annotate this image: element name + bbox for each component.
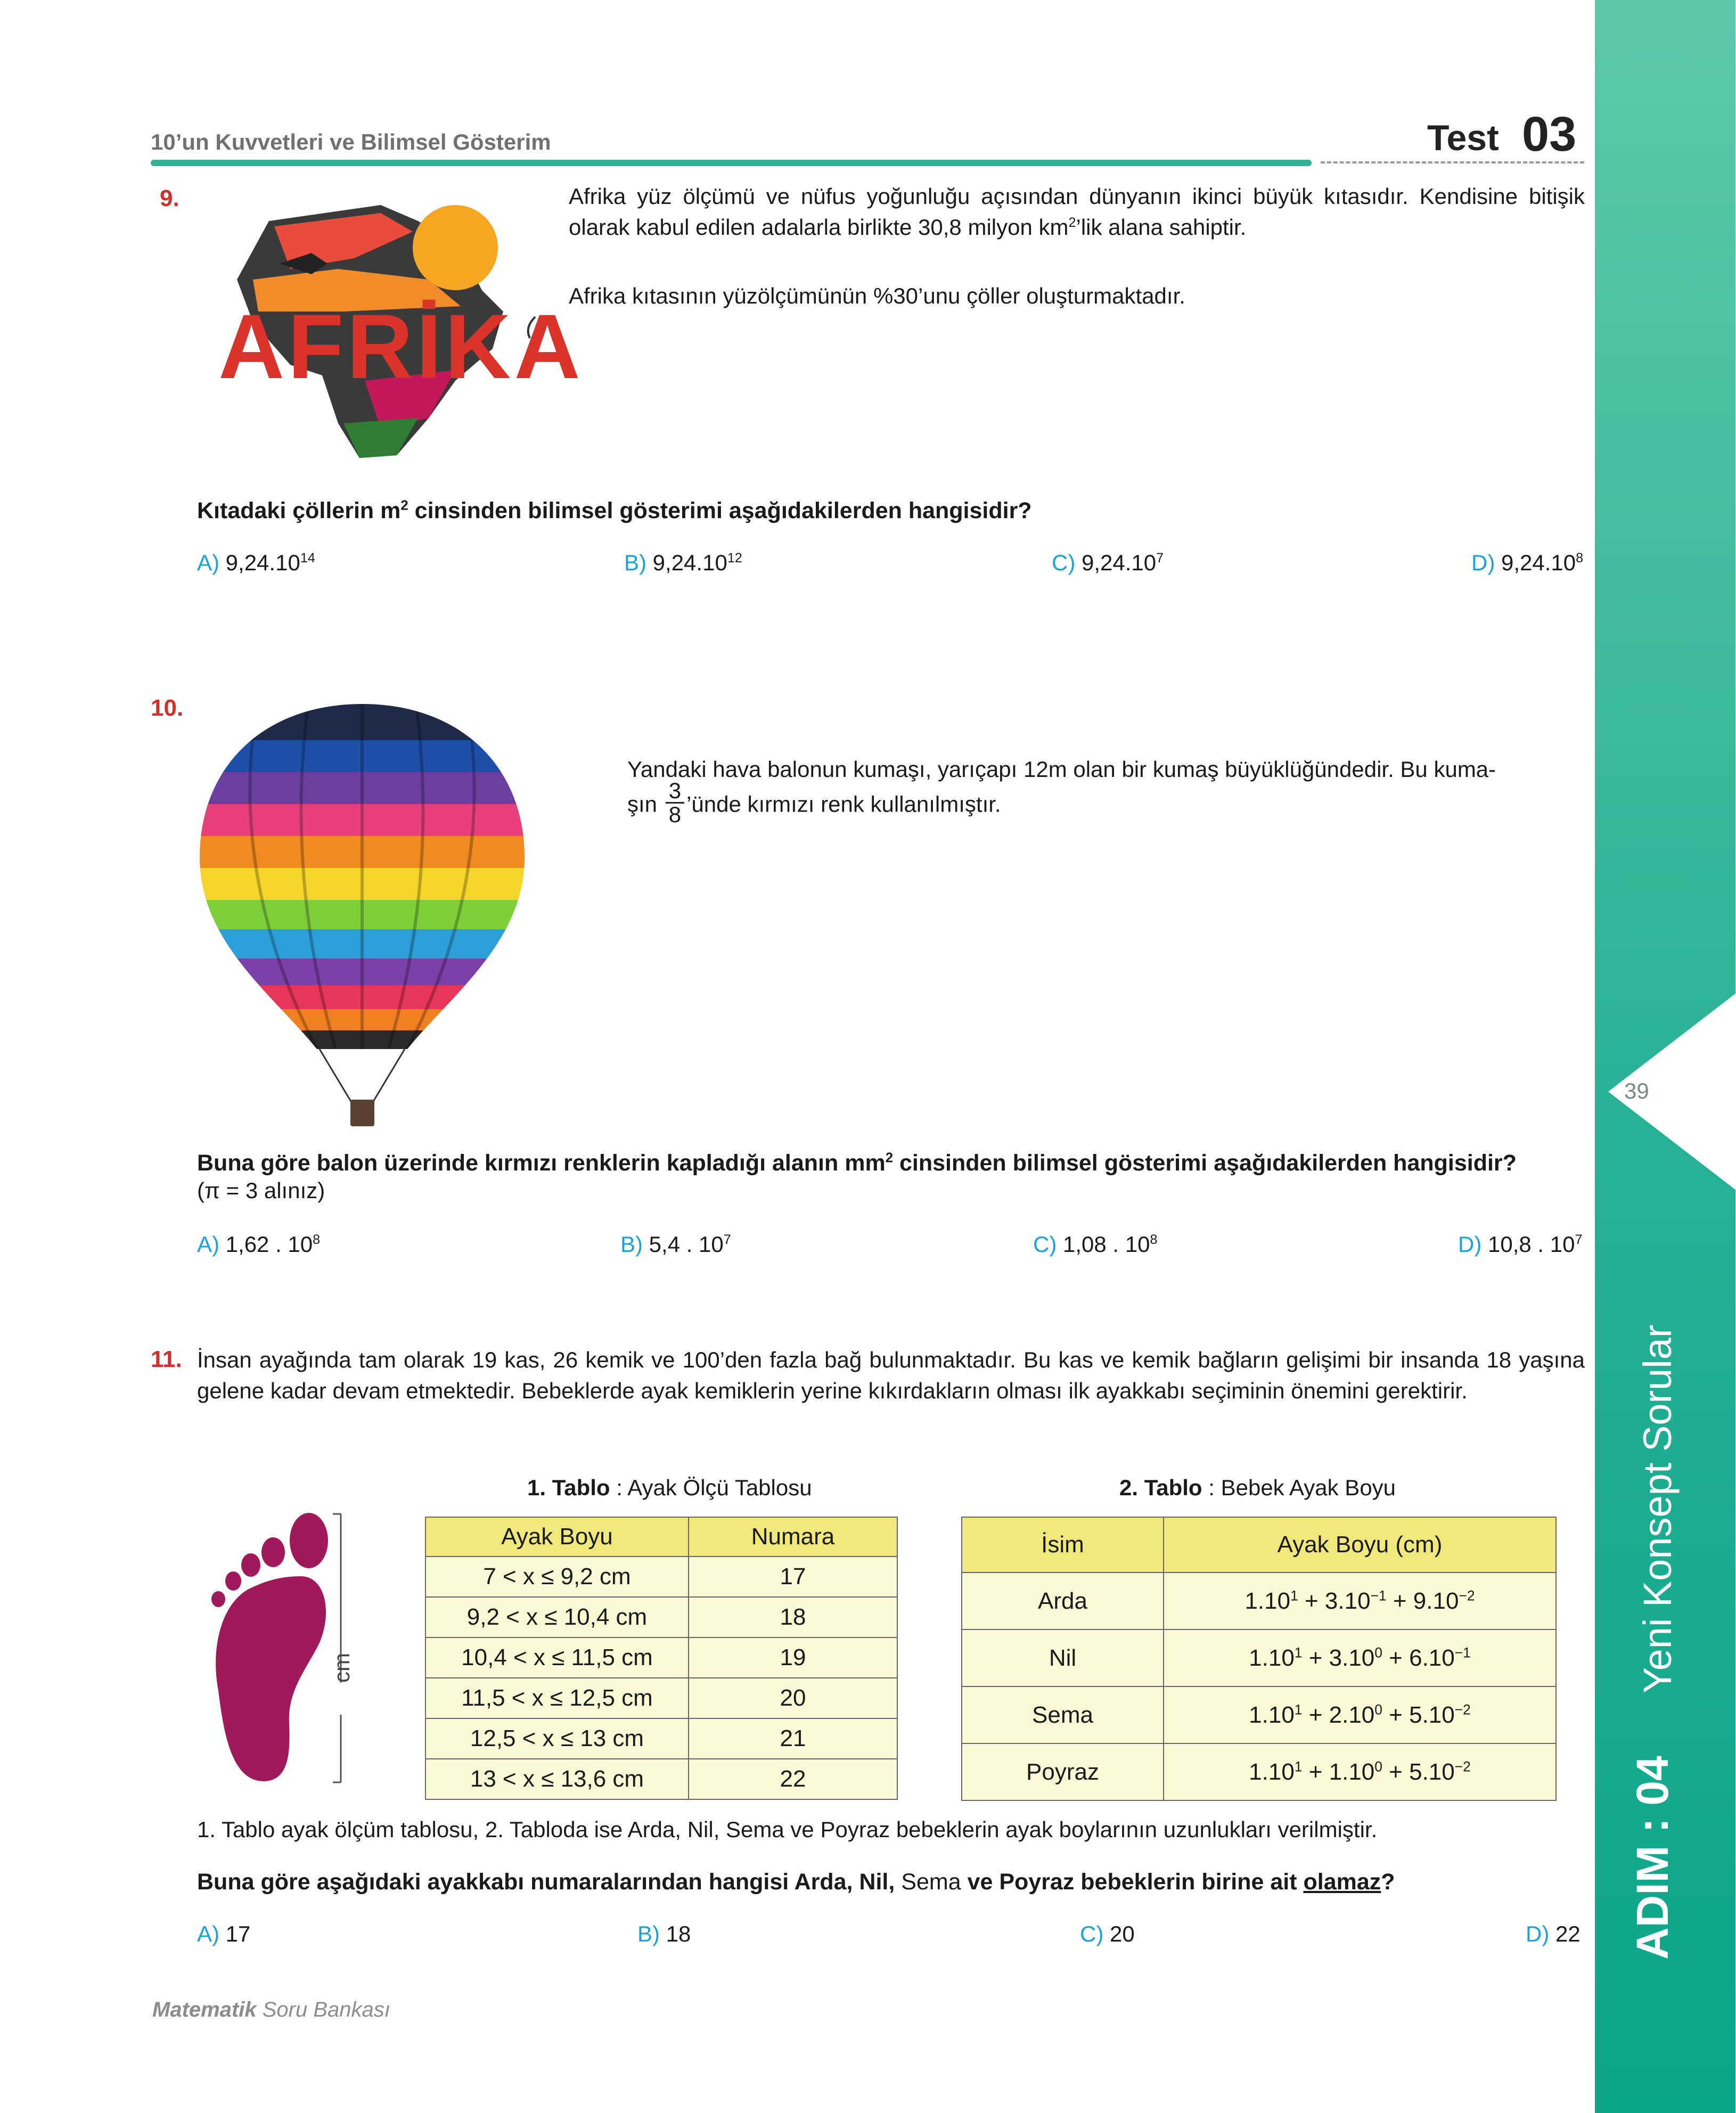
table-cell: 12,5 < x ≤ 13 cm <box>425 1718 689 1759</box>
table-1-caption <box>527 1475 812 1501</box>
term-base: + 3.10 <box>1302 1644 1375 1671</box>
option-value: 18 <box>660 1921 691 1946</box>
q10-option-b[interactable] <box>620 1232 731 1257</box>
table-2-header: İsim <box>962 1517 1164 1573</box>
baby-name: Poyraz <box>962 1743 1164 1800</box>
option-base: 1,62 . 10 <box>219 1232 313 1257</box>
footer <box>152 1998 390 2022</box>
question-10-prompt <box>197 1148 1587 1178</box>
q9-prompt-sup: 2 <box>400 498 408 513</box>
q11-prompt-part: Buna göre aşağıdaki ayakkabı numaralarından hangisi Arda, Nil, <box>197 1869 895 1895</box>
table-cell: 18 <box>689 1597 897 1637</box>
table-1-header: Numara <box>689 1517 897 1557</box>
option-base: 9,24.10 <box>646 550 727 575</box>
q9-text-part: ’lik alana sahiptir. <box>1076 215 1247 240</box>
table-cell: 21 <box>689 1718 897 1759</box>
term-exponent: 1 <box>1294 1758 1303 1774</box>
term-exponent: −1 <box>1370 1587 1387 1603</box>
option-base: 9,24.10 <box>219 550 300 575</box>
option-letter: B) <box>620 1232 643 1257</box>
q10-option-d[interactable] <box>1458 1232 1582 1257</box>
footer-subject: Matematik <box>152 1998 257 2021</box>
foot-length-expression <box>1164 1743 1556 1800</box>
q11-prompt-underlined: olamaz <box>1303 1869 1381 1895</box>
table-row <box>962 1686 1556 1743</box>
q9-prompt-part: Kıtadaki çöllerin m <box>197 498 401 523</box>
term-base: 1.10 <box>1249 1758 1295 1785</box>
option-base: 9,24.10 <box>1075 550 1157 575</box>
option-letter: B) <box>624 550 646 575</box>
test-number: 03 <box>1522 107 1577 161</box>
term-exponent: −1 <box>1454 1644 1471 1660</box>
term-exponent: −2 <box>1454 1701 1471 1717</box>
table-cell: 19 <box>689 1637 897 1678</box>
term-base: + 9.10 <box>1386 1587 1459 1614</box>
foot-length-expression <box>1164 1573 1556 1629</box>
question-10-note: (π = 3 alınız) <box>197 1178 325 1203</box>
table-cell: 7 < x ≤ 9,2 cm <box>425 1557 689 1597</box>
term-base: 1.10 <box>1249 1701 1295 1728</box>
question-11-number: 11. <box>151 1346 182 1372</box>
option-letter: C) <box>1033 1232 1057 1257</box>
baby-name: Arda <box>962 1573 1164 1629</box>
table-2-caption-bold: 2. Tablo <box>1119 1475 1202 1500</box>
option-value: 17 <box>219 1921 251 1946</box>
term-base: + 5.10 <box>1382 1701 1455 1728</box>
option-base: 10,8 . 10 <box>1481 1232 1575 1257</box>
option-letter: A) <box>197 550 219 575</box>
table-row <box>425 1718 897 1759</box>
option-letter: C) <box>1080 1921 1104 1946</box>
table-row <box>962 1743 1556 1800</box>
q9-option-d[interactable] <box>1471 550 1583 576</box>
q11-option-c[interactable] <box>1080 1921 1135 1947</box>
option-exponent: 14 <box>300 551 315 566</box>
q11-option-d[interactable] <box>1526 1921 1581 1947</box>
table-row <box>425 1759 897 1799</box>
q10-prompt-part: cinsinden bilimsel gösterimi aşağıdakilerden hangisidir? <box>893 1150 1517 1176</box>
foot-length-expression <box>1164 1629 1556 1686</box>
hot-air-balloon-image <box>194 698 530 1140</box>
table-row <box>425 1637 897 1678</box>
question-11-explanation: 1. Tablo ayak ölçüm tablosu, 2. Tabloda ise Arda, Nil, Sema ve Poyraz bebeklerin ayak boylarının uzunlukları verilmiştir. <box>197 1817 1378 1842</box>
table-1-caption-bold: 1. Tablo <box>527 1475 610 1500</box>
table-row <box>425 1597 897 1637</box>
term-base: + 3.10 <box>1298 1587 1371 1614</box>
term-exponent: 1 <box>1290 1587 1298 1603</box>
q11-prompt-part: Sema <box>895 1869 968 1895</box>
section-title: Yeni Konsept Sorular <box>1635 1324 1680 1693</box>
table-2-header: Ayak Boyu (cm) <box>1164 1517 1556 1573</box>
option-letter: D) <box>1471 550 1495 575</box>
table-cell: 11,5 < x ≤ 12,5 cm <box>425 1678 689 1718</box>
africa-title-art: AFRİKA <box>218 296 584 398</box>
q10-option-a[interactable] <box>197 1232 320 1257</box>
table-cell: 10,4 < x ≤ 11,5 cm <box>425 1637 689 1678</box>
option-exponent: 8 <box>313 1232 321 1247</box>
table-cell: 17 <box>689 1557 897 1597</box>
q11-prompt-part: ? <box>1381 1869 1395 1895</box>
term-base: + 6.10 <box>1382 1644 1455 1671</box>
step-label: ADIM : 04 <box>1627 1756 1677 1960</box>
q9-option-a[interactable] <box>197 550 315 576</box>
option-letter: D) <box>1526 1921 1550 1946</box>
table-cell: 22 <box>689 1759 897 1799</box>
table-1-header: Ayak Boyu <box>425 1517 689 1557</box>
question-9-prompt <box>197 495 1587 526</box>
table-1-caption-rest: : Ayak Ölçü Tablosu <box>610 1475 812 1500</box>
foot-illustration <box>200 1510 343 1787</box>
option-letter: D) <box>1458 1232 1482 1257</box>
header-divider <box>151 160 1312 166</box>
q10-option-c[interactable] <box>1033 1232 1157 1257</box>
question-10-number: 10. <box>151 695 184 721</box>
q10-prompt-part: Buna göre balon üzerinde kırmızı renklerin kapladığı alanın mm <box>197 1150 886 1176</box>
q10-text-part: şın <box>627 791 658 817</box>
question-11-intro: İnsan ayağında tam olarak 19 kas, 26 kemik ve 100’den fazla bağ bulunmaktadır. Bu kas ve kemik bağların gelişimi bir insanda 18 yaşına gelene kadar devam etmektedir. Bebeklerde ayak kemiklerin yerine kıkırdakların olması ilk ayakkabı seçiminin önemini gerektirir. <box>197 1347 1585 1403</box>
q11-option-b[interactable] <box>637 1921 691 1947</box>
table-cell: 9,2 < x ≤ 10,4 cm <box>425 1597 689 1637</box>
option-exponent: 7 <box>1156 551 1164 566</box>
fraction <box>666 780 684 826</box>
term-exponent: 0 <box>1374 1701 1382 1717</box>
term-exponent: 1 <box>1294 1701 1303 1717</box>
option-base: 1,08 . 10 <box>1057 1232 1150 1257</box>
q9-option-c[interactable] <box>1052 550 1164 576</box>
q10-prompt-sup: 2 <box>885 1150 894 1166</box>
option-letter: A) <box>197 1232 219 1257</box>
baby-name: Nil <box>962 1629 1164 1686</box>
term-exponent: −2 <box>1459 1587 1475 1603</box>
term-exponent: 0 <box>1374 1758 1382 1774</box>
table-cell: 20 <box>689 1678 897 1718</box>
table-row <box>962 1629 1556 1686</box>
q11-prompt-part: ve Poyraz bebeklerin birine ait <box>967 1869 1304 1895</box>
footer-book-type: Soru Bankası <box>256 1998 390 2021</box>
question-9-number: 9. <box>160 185 179 211</box>
option-exponent: 7 <box>723 1232 731 1247</box>
q11-option-a[interactable] <box>197 1921 250 1947</box>
question-10-text-line-1: Yandaki hava balonun kumaşı, yarıçapı 12m olan bir kumaş büyüklüğündedir. Bu kuma- <box>627 757 1496 782</box>
term-base: + 2.10 <box>1302 1701 1375 1728</box>
option-exponent: 8 <box>1576 551 1584 566</box>
test-label: Test <box>1427 118 1499 158</box>
option-exponent: 12 <box>727 551 742 566</box>
table-2 <box>961 1517 1557 1801</box>
term-exponent: −2 <box>1454 1758 1471 1774</box>
q9-text-sup: 2 <box>1068 215 1076 230</box>
term-base: 1.10 <box>1244 1587 1291 1614</box>
table-row <box>425 1678 897 1718</box>
question-9-text-2: Afrika kıtasının yüzölçümünün %30’unu çöller oluşturmaktadır. <box>569 283 1185 308</box>
question-11-prompt <box>197 1866 1585 1897</box>
africa-illustration <box>205 189 584 466</box>
cm-label: cm <box>329 1653 354 1683</box>
cm-label-bg <box>325 1683 362 1715</box>
foot-length-expression <box>1164 1686 1556 1743</box>
table-2-caption-rest: : Bebek Ayak Boyu <box>1202 1475 1396 1500</box>
fraction-denominator: 8 <box>668 802 682 827</box>
question-10-text-line-2 <box>627 778 1585 829</box>
q9-prompt-part: cinsinden bilimsel gösterimi aşağıdakilerden hangisidir? <box>408 498 1032 523</box>
table-cell: 13 < x ≤ 13,6 cm <box>425 1759 689 1799</box>
q9-option-b[interactable] <box>624 550 742 576</box>
option-base: 9,24.10 <box>1495 550 1576 575</box>
option-letter: B) <box>637 1921 660 1946</box>
option-letter: A) <box>197 1921 219 1946</box>
option-letter: C) <box>1052 550 1076 575</box>
table-row <box>962 1573 1556 1629</box>
option-exponent: 7 <box>1575 1232 1583 1247</box>
option-value: 22 <box>1549 1921 1581 1946</box>
term-exponent: 0 <box>1374 1644 1382 1660</box>
term-base: + 5.10 <box>1382 1758 1455 1785</box>
header-title: 10’un Kuvvetleri ve Bilimsel Gösterim <box>151 129 551 154</box>
question-9-text-1 <box>569 181 1585 243</box>
fraction-numerator: 3 <box>666 780 684 804</box>
term-exponent: 1 <box>1294 1644 1303 1660</box>
q9-text-part: Afrika yüz ölçümü ve nüfus yoğunluğu açısından dünyanın ikinci büyük kıtasıdır. Kendisine bitişik olarak kabul edilen adalarla birlikte 30,8 milyon km <box>569 184 1585 240</box>
term-base: + 1.10 <box>1302 1758 1375 1785</box>
page-number: 39 <box>1624 1078 1649 1103</box>
table-2-caption <box>1119 1475 1396 1501</box>
q10-text-part: ’ünde kırmızı renk kullanılmıştır. <box>686 791 1001 817</box>
table-row <box>425 1557 897 1597</box>
baby-name: Sema <box>962 1686 1164 1743</box>
option-exponent: 8 <box>1150 1232 1158 1247</box>
term-base: 1.10 <box>1249 1644 1295 1671</box>
option-value: 20 <box>1103 1921 1135 1946</box>
option-base: 5,4 . 10 <box>643 1232 724 1257</box>
table-1 <box>425 1517 898 1800</box>
